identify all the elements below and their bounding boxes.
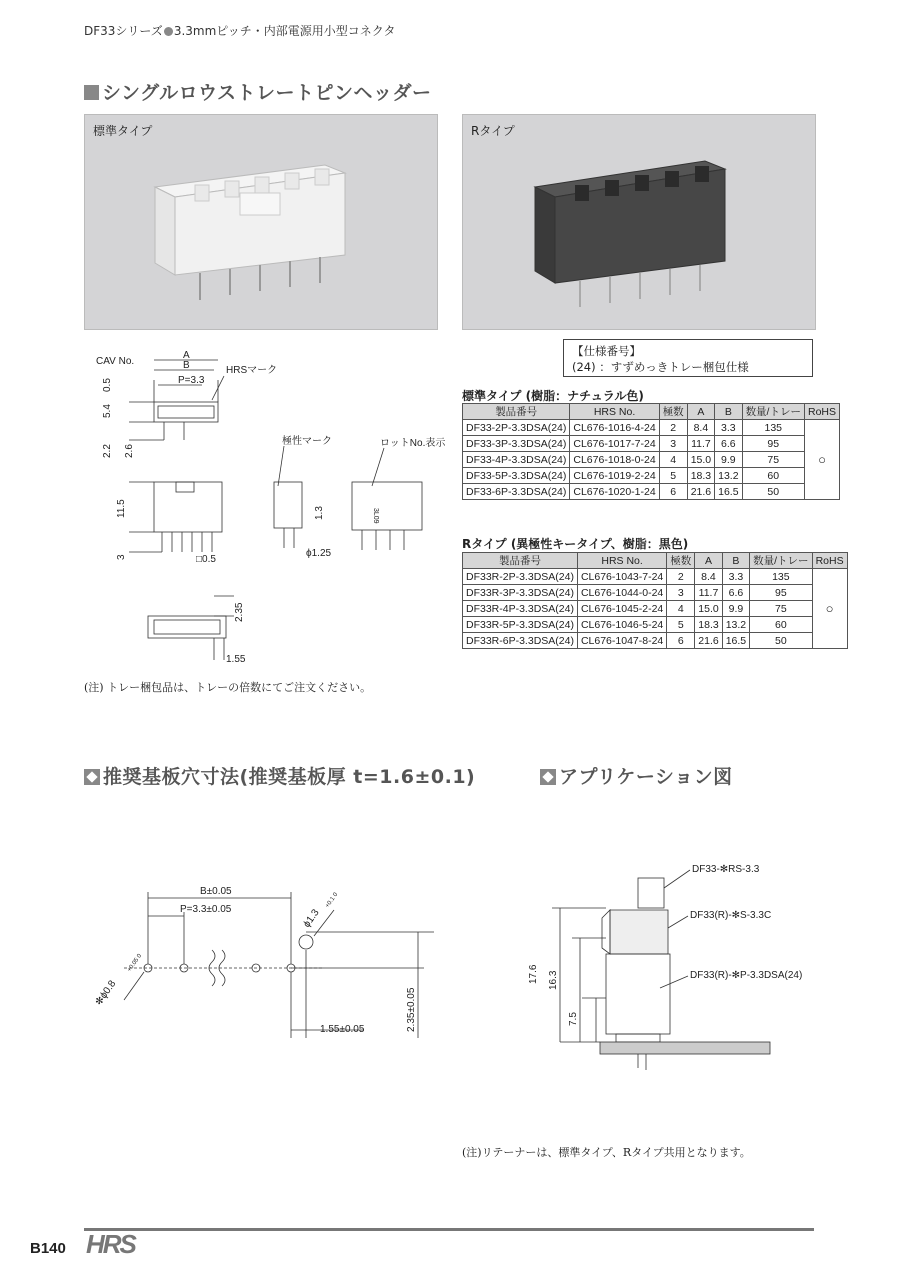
series-name: DF33シリーズ [84, 24, 163, 38]
table-row [463, 601, 848, 617]
cell-a: 21.6 [687, 484, 714, 500]
cell-poles: 6 [667, 633, 695, 649]
hrs-logo: HRS [86, 1229, 135, 1259]
label-pitch: P=3.3±0.05 [180, 904, 232, 915]
series-description: 3.3mmピッチ・内部電源用小型コネクタ [173, 24, 396, 38]
col-rohs: RoHS [812, 553, 847, 569]
table-row [463, 569, 848, 585]
photo-label: Rタイプ [471, 124, 515, 138]
label-d235: 2.35 [234, 602, 245, 622]
label-d54: 5.4 [102, 404, 113, 418]
cell-poles: 3 [667, 585, 695, 601]
cell-product-no: DF33R-3P-3.3DSA(24) [463, 585, 578, 601]
connector-image-white [85, 115, 437, 329]
label-phi08: ✻ϕ0.8 [93, 978, 119, 1008]
cell-hrs-no: CL676-1020-1-24 [570, 484, 659, 500]
cell-b: 3.3 [715, 420, 742, 436]
cell-a: 18.3 [695, 617, 722, 633]
table-standard-title: 標準タイプ (樹脂：ナチュラル色) [462, 389, 644, 403]
page-number: B140 [30, 1240, 66, 1257]
col-hrs-no: HRS No. [577, 553, 666, 569]
cell-hrs-no: CL676-1044-0-24 [577, 585, 666, 601]
connector-image-black [463, 115, 815, 329]
label-cav-no: CAV No. [96, 356, 135, 367]
label-phi08-tol: +0.05 0 [126, 953, 144, 974]
cell-product-no: DF33-3P-3.3DSA(24) [463, 436, 570, 452]
table-row [463, 420, 840, 436]
cell-product-no: DF33R-4P-3.3DSA(24) [463, 601, 578, 617]
photo-standard-type [84, 114, 438, 330]
cell-a: 15.0 [687, 452, 714, 468]
col-a: A [695, 553, 722, 569]
pcb-hole-drawing [84, 870, 454, 1050]
note-retainer: (注)リテーナーは、標準タイプ、Rタイプ共用となります。 [462, 1146, 751, 1159]
table-header-row [463, 404, 840, 420]
col-b: B [722, 553, 749, 569]
label-phi125: ϕ1.25 [306, 548, 332, 559]
table-row [463, 617, 848, 633]
cell-qty: 135 [750, 569, 812, 585]
section-title-header [84, 78, 432, 105]
table-row [463, 468, 840, 484]
cell-poles: 5 [667, 617, 695, 633]
cell-a: 11.7 [687, 436, 714, 452]
cell-b: 6.6 [722, 585, 749, 601]
section-title-text: シングルロウストレートピンヘッダー [102, 82, 432, 104]
cell-qty: 135 [742, 420, 804, 436]
label-lot-code: 3L09 [372, 508, 379, 524]
cell-qty: 95 [742, 436, 804, 452]
label-b: B [183, 360, 190, 371]
label-lot-no: ロットNo.表示 [380, 438, 446, 449]
spec-number-title: 【仕様番号】 [572, 344, 641, 358]
label-p: DF33(R)-✻P-3.3DSA(24) [690, 970, 803, 981]
cell-a: 15.0 [695, 601, 722, 617]
label-d05: 0.5 [102, 378, 113, 392]
section-title-text: 推奨基板穴寸法(推奨基板厚 t=1.6±0.1) [103, 766, 476, 788]
cell-b: 16.5 [715, 484, 742, 500]
label-d235: 2.35±0.05 [406, 987, 417, 1032]
cell-a: 8.4 [687, 420, 714, 436]
table-r-type [462, 552, 848, 649]
cell-product-no: DF33-6P-3.3DSA(24) [463, 484, 570, 500]
cell-hrs-no: CL676-1016-4-24 [570, 420, 659, 436]
label-polarity-mark: 極性マーク [282, 436, 332, 447]
cell-b: 9.9 [722, 601, 749, 617]
diamond-bullet-icon [84, 769, 100, 785]
section-title-application [540, 762, 733, 789]
footer-rule [84, 1228, 814, 1231]
label-d163: 16.3 [548, 970, 559, 990]
cell-product-no: DF33R-5P-3.3DSA(24) [463, 617, 578, 633]
label-phi13: ϕ1.3 [301, 907, 322, 930]
col-qty: 数量/トレー [750, 553, 812, 569]
photo-r-type [462, 114, 816, 330]
cell-qty: 75 [750, 601, 812, 617]
cell-poles: 2 [659, 420, 687, 436]
table-r-title: Rタイプ (異極性キータイプ、樹脂：黒色) [462, 537, 689, 551]
square-bullet-icon [84, 85, 99, 100]
cell-b: 13.2 [722, 617, 749, 633]
cell-b: 16.5 [722, 633, 749, 649]
section-title-text: アプリケーション図 [559, 766, 733, 788]
cell-b: 13.2 [715, 468, 742, 484]
table-row [463, 585, 848, 601]
col-poles: 極数 [659, 404, 687, 420]
cell-qty: 60 [742, 468, 804, 484]
cell-hrs-no: CL676-1017-7-24 [570, 436, 659, 452]
cell-hrs-no: CL676-1019-2-24 [570, 468, 659, 484]
cell-poles: 4 [659, 452, 687, 468]
label-d155: 1.55±0.05 [320, 1024, 365, 1035]
photo-label: 標準タイプ [93, 124, 153, 138]
col-product-no: 製品番号 [463, 404, 570, 420]
spec-number-line: (24) ：すずめっきトレー梱包仕様 [572, 360, 749, 374]
col-rohs: RoHS [804, 404, 839, 420]
table-row [463, 452, 840, 468]
col-b: B [715, 404, 742, 420]
cell-qty: 75 [742, 452, 804, 468]
cell-product-no: DF33-4P-3.3DSA(24) [463, 452, 570, 468]
label-b: B±0.05 [200, 886, 232, 897]
cell-hrs-no: CL676-1018-0-24 [570, 452, 659, 468]
cell-qty: 50 [742, 484, 804, 500]
cell-rohs: ○ [804, 420, 839, 500]
cell-qty: 60 [750, 617, 812, 633]
cell-poles: 4 [667, 601, 695, 617]
cell-product-no: DF33-5P-3.3DSA(24) [463, 468, 570, 484]
cell-hrs-no: CL676-1047-8-24 [577, 633, 666, 649]
dimension-drawing [84, 340, 454, 670]
label-d22: 2.2 [102, 444, 113, 458]
cell-hrs-no: CL676-1045-2-24 [577, 601, 666, 617]
label-d75: 7.5 [568, 1012, 579, 1026]
table-header-row [463, 553, 848, 569]
cell-poles: 3 [659, 436, 687, 452]
label-d13: 1.3 [314, 506, 325, 520]
label-d26: 2.6 [124, 444, 135, 458]
cell-qty: 95 [750, 585, 812, 601]
cell-qty: 50 [750, 633, 812, 649]
col-qty: 数量/トレー [742, 404, 804, 420]
note-tray: (注) トレー梱包品は、トレーの倍数にてご注文ください。 [84, 681, 372, 694]
label-pitch: P=3.3 [178, 375, 205, 386]
cell-hrs-no: CL676-1046-5-24 [577, 617, 666, 633]
cell-a: 8.4 [695, 569, 722, 585]
cell-product-no: DF33-2P-3.3DSA(24) [463, 420, 570, 436]
label-d115: 11.5 [116, 499, 127, 518]
cell-b: 9.9 [715, 452, 742, 468]
cell-a: 21.6 [695, 633, 722, 649]
series-header [84, 22, 396, 39]
label-sq05: □0.5 [196, 554, 216, 565]
cell-b: 3.3 [722, 569, 749, 585]
table-row [463, 436, 840, 452]
col-product-no: 製品番号 [463, 553, 578, 569]
cell-product-no: DF33R-2P-3.3DSA(24) [463, 569, 578, 585]
label-d3: 3 [116, 554, 127, 560]
diamond-bullet-icon [540, 769, 556, 785]
label-a: A [183, 350, 190, 361]
application-drawing [520, 858, 820, 1088]
label-phi13-tol: +0.1 0 [324, 891, 340, 910]
cell-b: 6.6 [715, 436, 742, 452]
col-a: A [687, 404, 714, 420]
label-d176: 17.6 [528, 964, 539, 984]
label-d155: 1.55 [226, 654, 246, 665]
cell-poles: 5 [659, 468, 687, 484]
table-row [463, 484, 840, 500]
cell-poles: 2 [667, 569, 695, 585]
label-hrs-mark: HRSマーク [226, 365, 278, 376]
spec-number-box [563, 339, 813, 377]
table-row [463, 633, 848, 649]
cell-a: 18.3 [687, 468, 714, 484]
cell-a: 11.7 [695, 585, 722, 601]
table-standard [462, 403, 840, 500]
bullet-icon [164, 27, 173, 36]
cell-poles: 6 [659, 484, 687, 500]
cell-hrs-no: CL676-1043-7-24 [577, 569, 666, 585]
cell-rohs: ○ [812, 569, 847, 649]
col-poles: 極数 [667, 553, 695, 569]
col-hrs-no: HRS No. [570, 404, 659, 420]
label-s: DF33(R)-✻S-3.3C [690, 910, 772, 921]
cell-product-no: DF33R-6P-3.3DSA(24) [463, 633, 578, 649]
section-title-pcb [84, 762, 475, 789]
label-rs: DF33-✻RS-3.3 [692, 864, 760, 875]
